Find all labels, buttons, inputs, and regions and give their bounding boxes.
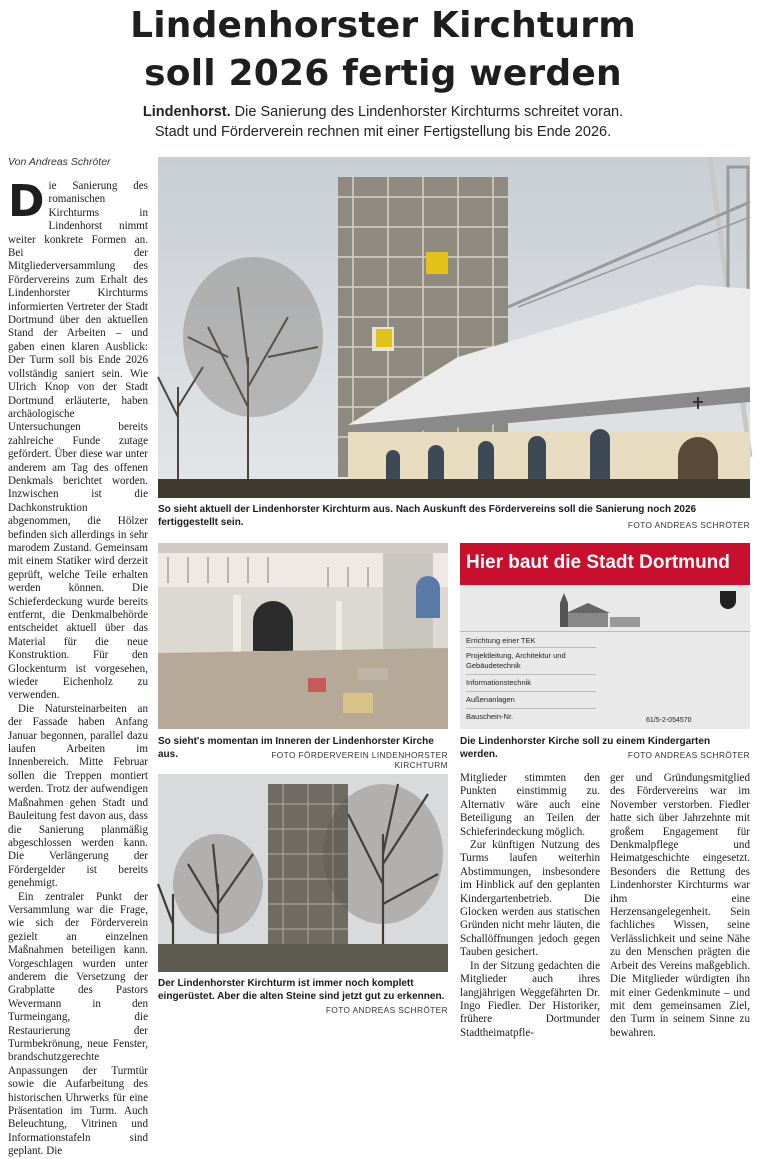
headline bbox=[0, 2, 766, 98]
caption-interior-photo: So sieht's momentan im Inneren der Lindenhorster Kirche aus. bbox=[158, 736, 434, 760]
paragraph: Ein zentraler Punkt der Versammlung war die Frage, wie sich der Förderverein gezielt an einzelnen Maßnahmen beteiligen kann. Vorgeschlagen wurden unter anderem die Versetzung der Grabplatte des Pastors Wevermann in den Turmeingang, die Restaurierung der Turmbekrönung, neue Fenster, brandschutzgerechte Anpassungen der Turmtür sowie die Aufarbeitung des historischen Uhrwerks für eine Präsentation im Turm. Auch Beleuchtung, Vitrinen und Informationstafeln sind geplant. Die bbox=[8, 890, 148, 1158]
paragraph: Mitglieder stimmten den Punkten einstimmig zu. Alternativ wäre auch eine Beteiligung an Teilen der Schieferindeckung möglich. bbox=[460, 772, 600, 838]
paragraph: Zur künftigen Nutzung des Turms laufen weiterhin Abstimmungen, insbesondere im Hinblick auf den geplanten Kindergartenbetrieb. Die Glocken werden aus statischen Gründen nicht mehr läuten, die Schallöffnungen jedoch gegen Tauben gesichert. bbox=[460, 839, 600, 959]
paragraph: In der Sitzung gedachten die Mitglieder auch ihres langjährigen Weggefährten Dr. Ingo Fiedler. Der Historiker, frühere Dortmunder Stadtheimatpfle- bbox=[460, 959, 600, 1039]
credit-tower-photo: FOTO ANDREAS SCHRÖTER bbox=[325, 1005, 448, 1015]
article-column-1 bbox=[8, 176, 148, 1158]
sign-number: 61/5-2-054570 bbox=[646, 717, 692, 724]
credit-sign-photo: FOTO ANDREAS SCHRÖTER bbox=[627, 750, 750, 760]
sign-row: Projektleitung, Architektur und Gebäudetechnik bbox=[466, 648, 596, 675]
caption-sign-photo: Die Lindenhorster Kirche soll zu einem Kindergarten werden. bbox=[460, 736, 711, 760]
drop-cap: D bbox=[8, 176, 45, 227]
headline-line-1: Lindenhorster Kirchturm bbox=[130, 5, 636, 46]
credit-main-photo: FOTO ANDREAS SCHRÖTER bbox=[627, 520, 750, 530]
sign-title: Hier baut die Stadt Dortmund bbox=[466, 552, 730, 573]
teaser bbox=[40, 102, 726, 142]
sign-row: Errichtung einer TEK bbox=[466, 635, 596, 648]
photo-tower-scaffolding bbox=[158, 774, 448, 972]
teaser-location: Lindenhorst. bbox=[142, 104, 231, 120]
article-column-3 bbox=[460, 772, 600, 1039]
paragraph: Die Natursteinarbeiten an der Fassade haben Anfang Januar begonnen, parallel dazu laufen Arbeiten im Innenbereich. Mitte Februar sollen die Treppen montiert werden. Trotz der aufwendigen Maßnahmen gehen Stadt und Bauleitung fest davon aus, dass die Sanierung planmäßig abgeschlossen werden kann. Die Verlängerung der Fördergelder ist bereits genehmigt. bbox=[8, 702, 148, 890]
headline-line-2: soll 2026 fertig werden bbox=[144, 53, 622, 94]
credit-interior-photo: FOTO FÖRDERVEREIN LINDENHORSTER KIRCHTURM bbox=[271, 750, 448, 770]
sign-row: Informationstechnik bbox=[466, 675, 596, 692]
coat-of-arms-icon bbox=[720, 591, 736, 609]
caption-main-photo: So sieht aktuell der Lindenhorster Kirchturm aus. Nach Auskunft des Fördervereins soll die Sanierung noch 2026 fertiggestellt sein. bbox=[158, 504, 697, 528]
paragraph: Die Sanierung des romanischen Kirchturms in Lindenhorst nimmt weiter konkrete Formen an. Bei der Mitgliederversammlung des Fördervereins zum Erhalt des Lindenhorster Kirchturms informierten Vertreter der Stadt Dortmund über den aktuellen Stand der Arbeiten – und gaben einen klaren Ausblick: Der Turm soll bis Ende 2026 vollständig saniert sein. Wie Ulrich Knop von der Stadt Dortmund erläuterte, haben archäologische Untersuchungen bereits zahlreiche Funde zutage gefördert. Über diese war unter anderem am Tag des offenen Denkmals berichtet worden. Inzwischen ist die Dachkonstruktion abgenommen, die Hölzer befinden sich allerdings in sehr marodem Zustand. Gemeinsam mit einem Statiker wird derzeit geprüft, welche Teile erhalten werden können. Die Schieferdeckung wurde bereits entfernt, die Denkmalbehörde entscheidet aktuell über das Material für die neue Konstruktion. Für den Glockenturm ist vorgesehen, wieder Eichenholz zu verwenden. bbox=[8, 176, 148, 702]
caption-tower-photo: Der Lindenhorster Kirchturm ist immer noch komplett eingerüstet. Aber die alten Steine sind jetzt gut zu erkennen. bbox=[158, 978, 445, 1002]
paragraph: ger und Gründungsmitglied des Fördervereins war im November verstorben. Fiedler hatte sich über Jahrzehnte mit großem Engagement für Denkmalpflege und Heimatgeschichte eingesetzt. Besonders die Rettung des Lindenhorster Kirchturms war ihm eine Herzensangelegenheit. Sein fachliches Wissen, seine Verlässlichkeit und seine Nähe zu den Menschen prägten die Arbeit des Vereins maßgeblich. Die Mitglieder würdigten ihn mit einer Gedenkminute – und mit dem gemeinsamen Ziel, den Turm in seinem Sinne zu bewahren. bbox=[610, 772, 750, 1039]
author-byline: Von Andreas Schröter bbox=[8, 156, 111, 168]
teaser-line-2: Stadt und Förderverein rechnen mit einer Fertigstellung bis Ende 2026. bbox=[154, 124, 612, 140]
photo-church-interior bbox=[158, 543, 448, 729]
sign-row: Bauschein-Nr. bbox=[466, 712, 514, 721]
sign-row: Außenanlagen bbox=[466, 692, 596, 709]
photo-church-scaffolding bbox=[158, 157, 750, 498]
article-column-4 bbox=[610, 772, 750, 1039]
church-icon bbox=[550, 589, 650, 629]
photo-construction-sign bbox=[460, 543, 750, 729]
teaser-line-1: Die Sanierung des Lindenhorster Kirchturms schreitet voran. bbox=[230, 104, 624, 120]
